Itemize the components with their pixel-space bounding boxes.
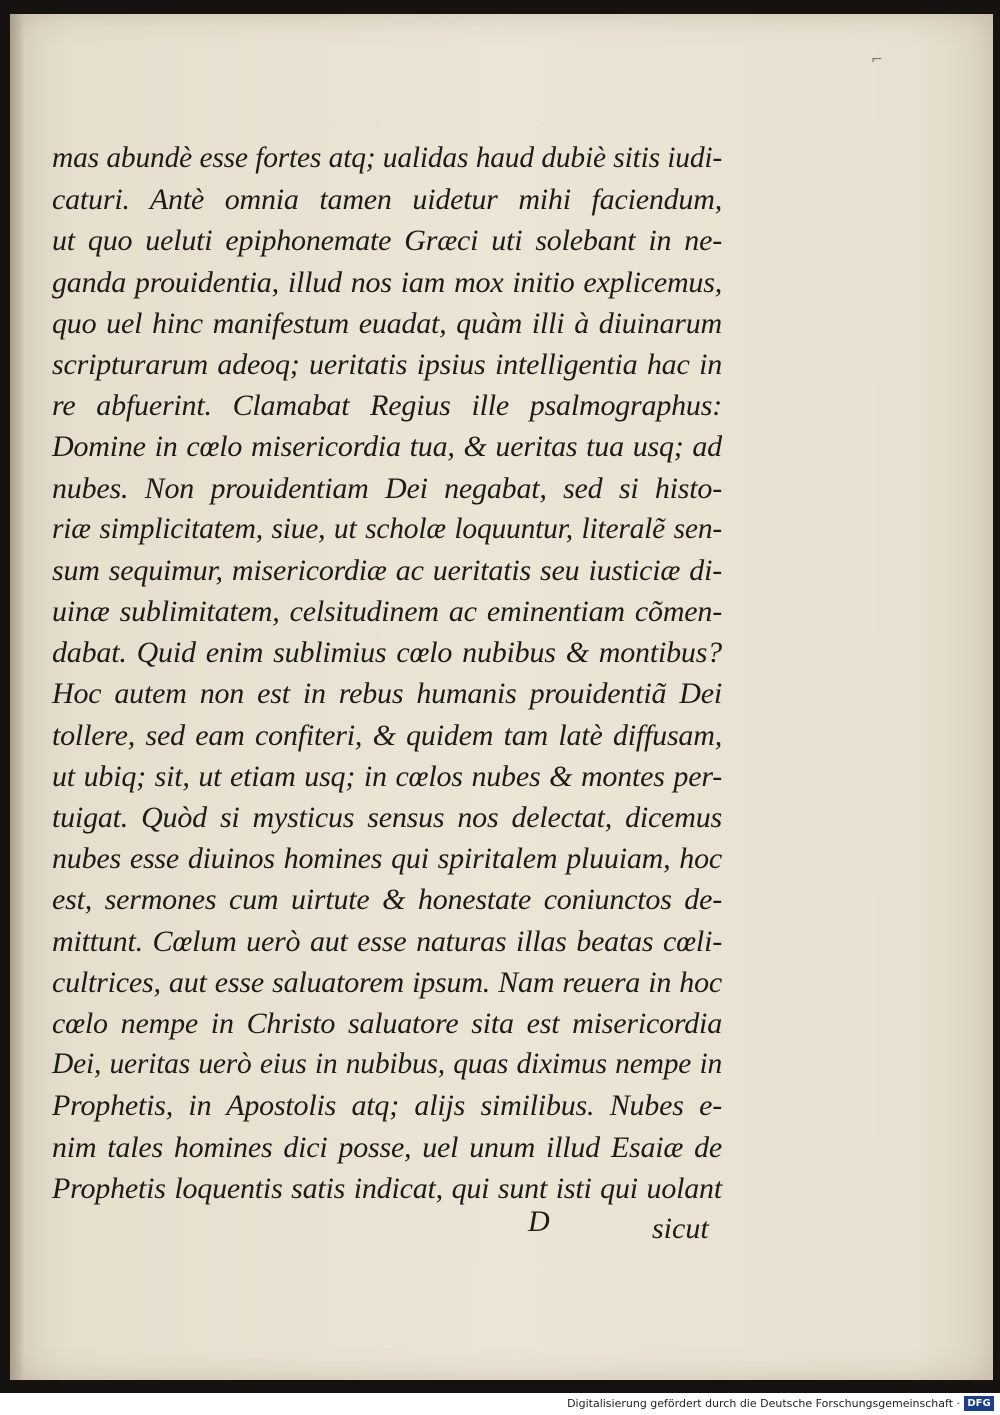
page-binding-shadow [10, 14, 24, 1380]
text-line: Domine in cœlo misericordia tua, & ueritas tua usq; ad [52, 430, 722, 464]
text-line: cultrices, aut esse saluatorem ipsum. Nam reuera in hoc [52, 965, 722, 999]
text-line: tuigat. Quòd si mysticus sensus nos delectat, dicemus [52, 801, 722, 834]
footer-credit: Digitalisierung gefördert durch die Deutsche Forschungsgemeinschaft · [567, 1397, 960, 1410]
text-line: scripturarum adeoq; ueritatis ipsius intelligentia hac in [52, 347, 722, 381]
text-line: riæ simplicitatem, siue, ut scholæ loquuntur, literalẽ sen- [52, 512, 722, 545]
text-line: est, sermones cum uirtute & honestate coniunctos de- [52, 883, 722, 917]
text-line: sum sequimur, misericordiæ ac ueritatis seu iusticiæ di- [52, 553, 722, 587]
text-line: mittunt. Cœlum uerò aut esse naturas illas beatas cœli- [52, 924, 722, 958]
text-line: nim tales homines dici posse, uel unum illud Esaiæ de [52, 1130, 722, 1164]
text-line: re abfuerint. Clamabat Regius ille psalmographus: [52, 389, 722, 423]
text-line: cœlo nempe in Christo saluatore sita est misericordia [52, 1006, 722, 1040]
text-line: quo uel hinc manifestum euadat, quàm illi à diuinarum [52, 306, 722, 340]
text-line: nubes. Non prouidentiam Dei negabat, sed si histo- [52, 471, 722, 505]
footer-bar [0, 1393, 1000, 1415]
text-line: caturi. Antè omnia tamen uidetur mihi faciendum, [52, 183, 722, 217]
text-line: tollere, sed eam confiteri, & quidem tam latè diffusam, [52, 718, 722, 752]
text-line: nubes esse diuinos homines qui spiritalem pluuiam, hoc [52, 842, 722, 876]
text-line: ut ubiq; sit, ut etiam usq; in cœlos nubes & montes per- [52, 759, 722, 793]
text-line: ganda prouidentia, illud nos iam mox initio explicemus, [52, 265, 722, 299]
text-line: dabat. Quid enim sublimius cœlo nubibus & montibus? [52, 636, 722, 670]
text-line: Prophetis loquentis satis indicat, qui sunt isti qui uolant [52, 1171, 722, 1205]
text-line: uinæ sublimitatem, celsitudinem ac eminentiam cõmen- [52, 595, 722, 629]
text-line: Dei, ueritas uerò eius in nubibus, quas diximus nempe in [52, 1048, 722, 1081]
catchword: sicut [652, 1212, 709, 1245]
corner-mark-icon: ⌐ [871, 52, 883, 68]
body-text [52, 138, 722, 1209]
text-line: mas abundè esse fortes atq; ualidas haud dubiè sitis iudi- [52, 142, 722, 174]
signature-mark: D [528, 1205, 550, 1238]
text-line: Hoc autem non est in rebus humanis prouidentiã Dei [52, 677, 722, 711]
text-line: Prophetis, in Apostolis atq; alijs similibus. Nubes e- [52, 1089, 722, 1123]
text-line: ut quo ueluti epiphonemate Græci uti solebant in ne- [52, 224, 722, 258]
dfg-logo-icon: DFG [964, 1396, 994, 1411]
